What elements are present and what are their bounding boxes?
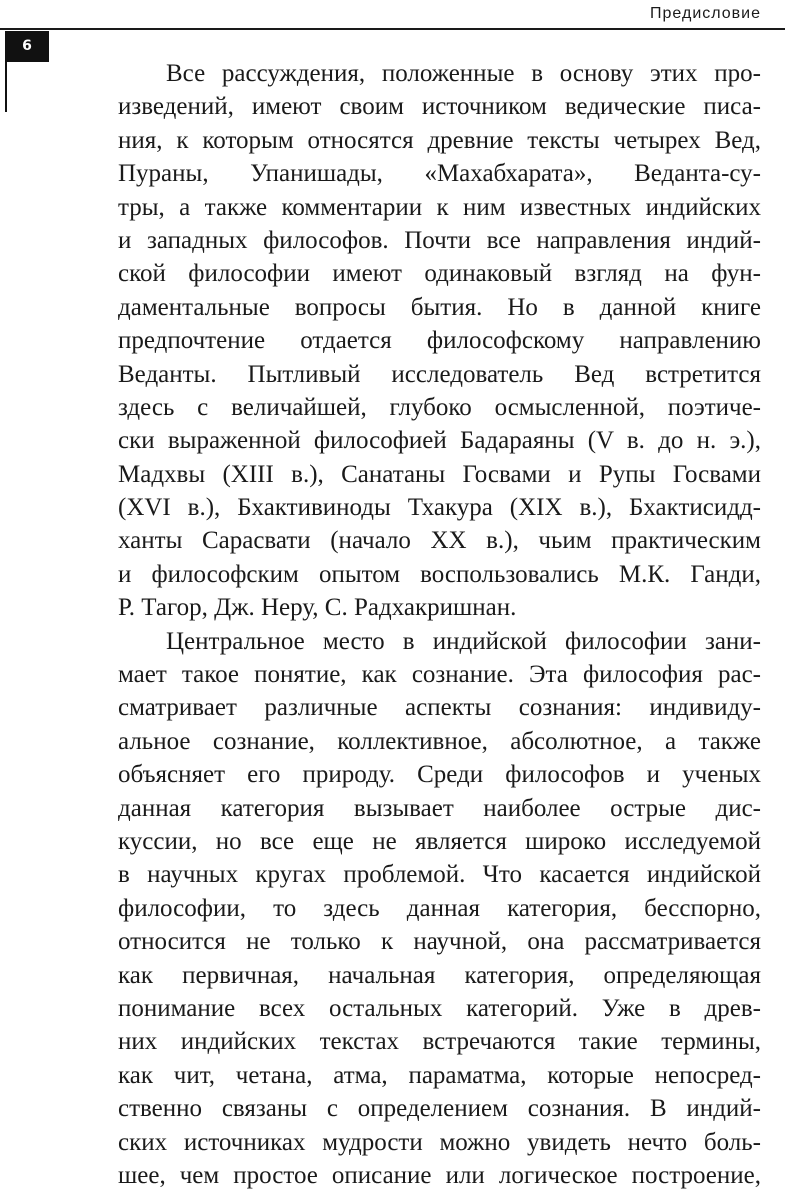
text-line: Пураны, Упанишады, «Махабхарата», Веданта-су-: [118, 160, 761, 188]
text-line: Центральное место в индийской философии зани-: [166, 627, 761, 655]
text-line: как чит, четана, атма, параматма, которые непосред-: [118, 1061, 761, 1089]
text-line: Все рассуждения, положенные в основу этих про-: [166, 60, 761, 87]
text-line: данная категория вызывает наиболее острые дис-: [118, 794, 761, 822]
text-line: (XVI в.), Бхактивиноды Тхакура (XIX в.), Бхактисидд-: [118, 494, 761, 522]
text-line: здесь с величайшей, глубоко осмысленной, поэтиче-: [118, 393, 761, 421]
text-line: понимание всех остальных категорий. Уже в древ-: [118, 994, 761, 1022]
text-line: ственно связаны с определением сознания. В индий-: [118, 1095, 761, 1123]
text-line: даментальные вопросы бытия. Но в данной книге: [118, 293, 761, 321]
text-line: куссии, но все еще не является широко исследуемой: [118, 827, 761, 855]
text-line: изведений, имеют своим источником ведические писа-: [118, 93, 761, 121]
text-line: философии, то здесь данная категория, бесспорно,: [118, 894, 761, 922]
margin-rule: [5, 62, 7, 112]
text-line: тры, а также комментарии к ним известных индийских: [118, 193, 761, 221]
text-line: относится не только к научной, она рассматривается: [118, 928, 761, 956]
text-line: сматривает различные аспекты сознания: индивиду-: [118, 694, 761, 722]
text-line: них индийских текстах встречаются такие термины,: [118, 1028, 761, 1056]
text-line: ских источниках мудрости можно увидеть нечто боль-: [118, 1128, 761, 1156]
text-line: ния, к которым относятся древние тексты четырех Вед,: [118, 126, 761, 154]
text-line: Р. Тагор, Дж. Неру, С. Радхакришнан.: [118, 594, 517, 622]
text-line: мает такое понятие, как сознание. Эта философия рас-: [118, 661, 761, 689]
text-line: Веданты. Пытливый исследователь Вед встретится: [118, 360, 761, 388]
running-head-title: Предисловие: [650, 5, 761, 22]
text-line: ски выраженной философией Бадараяны (V в. до н. э.),: [118, 427, 761, 455]
text-line: и западных философов. Почти все направления индий-: [118, 226, 761, 254]
text-line: и философским опытом воспользовались М.К. Ганди,: [118, 560, 761, 588]
text-line: ской философии имеют одинаковый взгляд на фун-: [118, 260, 761, 288]
paragraph: [118, 57, 761, 625]
text-line: как первичная, начальная категория, определяющая: [118, 961, 761, 989]
text-line: альное сознание, коллективное, абсолютное, а также: [118, 727, 761, 755]
text-line: ханты Сарасвати (начало XX в.), чьим практическим: [118, 527, 761, 555]
paragraph: [118, 625, 761, 1192]
text-line: шее, чем простое описание или логическое построение,: [118, 1161, 761, 1189]
text-line: предпочтение отдается философскому направлению: [118, 327, 761, 355]
text-line: в научных кругах проблемой. Что касается индийской: [118, 861, 761, 889]
page-number-badge: 6: [5, 31, 49, 62]
header-rule: [0, 28, 785, 30]
text-line: объясняет его природу. Среди философов и ученых: [118, 761, 761, 789]
body-text: [118, 57, 761, 1192]
text-line: Мадхвы (XIII в.), Санатаны Госвами и Рупы Госвами: [118, 460, 761, 488]
